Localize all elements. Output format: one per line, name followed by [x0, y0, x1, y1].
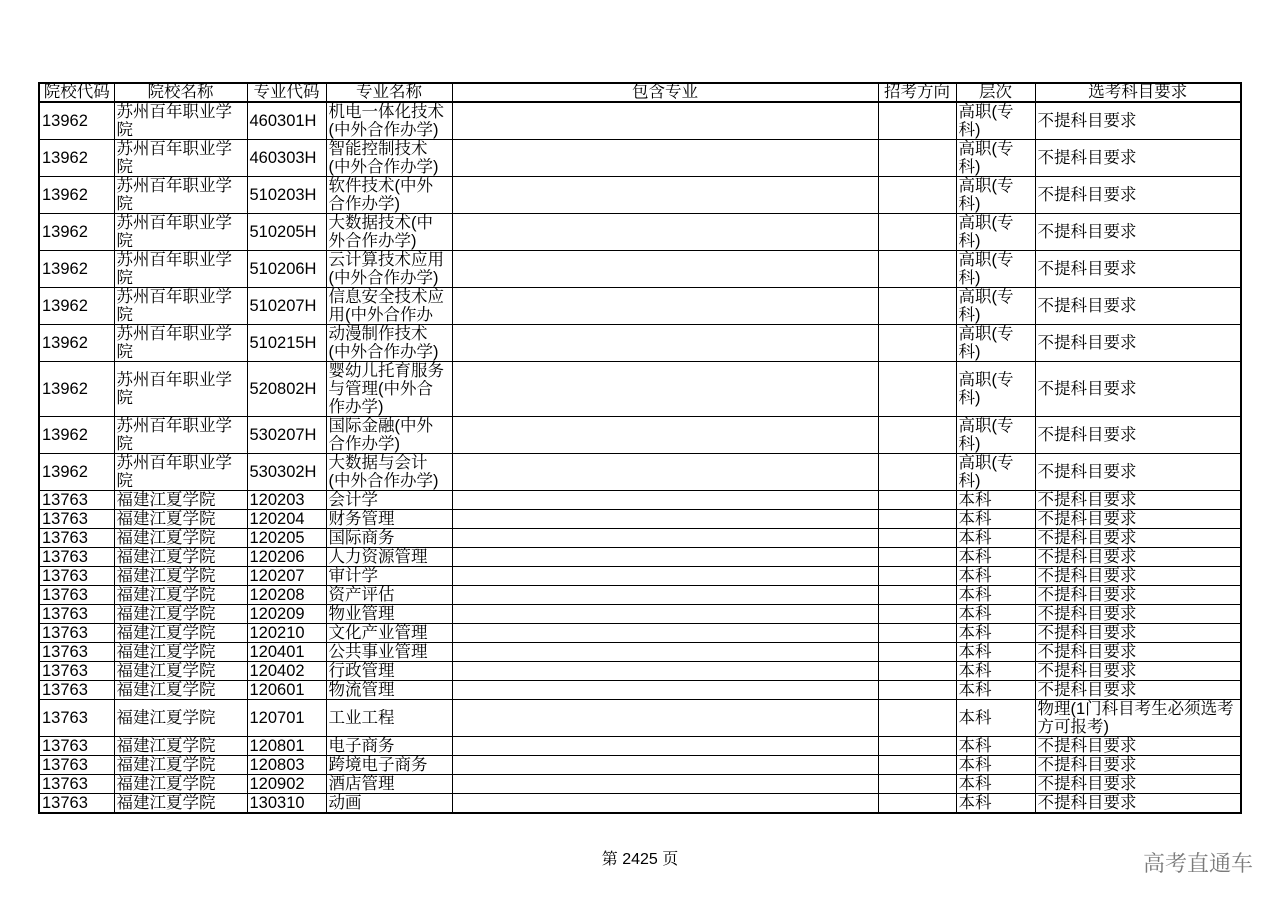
table-row	[39, 643, 1241, 662]
cell-school-code: 13763	[39, 737, 114, 756]
cell-subject-requirement: 不提科目要求	[1035, 567, 1241, 586]
cell-admission-direction	[878, 325, 956, 362]
cell-admission-direction	[878, 775, 956, 794]
cell-level: 高职(专科)	[956, 417, 1035, 454]
cell-included-majors	[452, 662, 878, 681]
cell-admission-direction	[878, 140, 956, 177]
cell-included-majors	[452, 325, 878, 362]
cell-major-name: 会计学	[326, 491, 452, 510]
cell-included-majors	[452, 251, 878, 288]
cell-included-majors	[452, 288, 878, 325]
cell-admission-direction	[878, 624, 956, 643]
cell-school-name: 福建江夏学院	[114, 491, 247, 510]
table-row	[39, 624, 1241, 643]
table-row	[39, 454, 1241, 491]
cell-subject-requirement: 不提科目要求	[1035, 454, 1241, 491]
cell-major-code: 530302H	[247, 454, 326, 491]
cell-included-majors	[452, 624, 878, 643]
table-row	[39, 214, 1241, 251]
cell-major-name: 财务管理	[326, 510, 452, 529]
cell-major-name: 动漫制作技术(中外合作办学)	[326, 325, 452, 362]
cell-included-majors	[452, 510, 878, 529]
header-admission-direction: 招考方向	[878, 83, 956, 102]
cell-school-name: 福建江夏学院	[114, 662, 247, 681]
cell-admission-direction	[878, 756, 956, 775]
cell-major-code: 120803	[247, 756, 326, 775]
cell-major-code: 120801	[247, 737, 326, 756]
cell-level: 本科	[956, 605, 1035, 624]
cell-included-majors	[452, 102, 878, 140]
cell-major-name: 文化产业管理	[326, 624, 452, 643]
cell-school-name: 苏州百年职业学院	[114, 102, 247, 140]
cell-major-name: 资产评估	[326, 586, 452, 605]
cell-major-code: 460301H	[247, 102, 326, 140]
cell-major-code: 120206	[247, 548, 326, 567]
cell-subject-requirement: 不提科目要求	[1035, 775, 1241, 794]
cell-subject-requirement: 不提科目要求	[1035, 362, 1241, 417]
cell-major-code: 120210	[247, 624, 326, 643]
cell-subject-requirement: 不提科目要求	[1035, 624, 1241, 643]
cell-admission-direction	[878, 362, 956, 417]
table-row	[39, 491, 1241, 510]
cell-school-code: 13763	[39, 529, 114, 548]
cell-included-majors	[452, 491, 878, 510]
cell-major-code: 120601	[247, 681, 326, 700]
cell-major-code: 120208	[247, 586, 326, 605]
cell-subject-requirement: 不提科目要求	[1035, 491, 1241, 510]
cell-admission-direction	[878, 737, 956, 756]
cell-major-name: 人力资源管理	[326, 548, 452, 567]
cell-level: 高职(专科)	[956, 288, 1035, 325]
cell-subject-requirement: 不提科目要求	[1035, 140, 1241, 177]
table-row	[39, 102, 1241, 140]
cell-school-code: 13962	[39, 417, 114, 454]
table-row	[39, 177, 1241, 214]
table-row	[39, 662, 1241, 681]
cell-level: 高职(专科)	[956, 454, 1035, 491]
cell-level: 高职(专科)	[956, 177, 1035, 214]
cell-level: 本科	[956, 737, 1035, 756]
cell-major-name: 大数据技术(中外合作办学)	[326, 214, 452, 251]
header-included-majors: 包含专业	[452, 83, 878, 102]
cell-major-code: 510215H	[247, 325, 326, 362]
cell-school-name: 苏州百年职业学院	[114, 177, 247, 214]
cell-included-majors	[452, 177, 878, 214]
cell-school-code: 13763	[39, 643, 114, 662]
cell-admission-direction	[878, 288, 956, 325]
cell-school-name: 福建江夏学院	[114, 548, 247, 567]
cell-school-name: 苏州百年职业学院	[114, 251, 247, 288]
cell-included-majors	[452, 794, 878, 814]
cell-subject-requirement: 不提科目要求	[1035, 510, 1241, 529]
cell-admission-direction	[878, 102, 956, 140]
cell-school-code: 13962	[39, 214, 114, 251]
cell-level: 高职(专科)	[956, 325, 1035, 362]
cell-subject-requirement: 不提科目要求	[1035, 681, 1241, 700]
cell-major-code: 120401	[247, 643, 326, 662]
cell-major-code: 130310	[247, 794, 326, 814]
cell-included-majors	[452, 567, 878, 586]
cell-major-name: 国际商务	[326, 529, 452, 548]
cell-major-name: 物业管理	[326, 605, 452, 624]
cell-school-code: 13962	[39, 288, 114, 325]
cell-level: 本科	[956, 567, 1035, 586]
cell-admission-direction	[878, 510, 956, 529]
cell-included-majors	[452, 643, 878, 662]
table-row	[39, 510, 1241, 529]
cell-subject-requirement: 不提科目要求	[1035, 586, 1241, 605]
cell-included-majors	[452, 362, 878, 417]
cell-subject-requirement: 不提科目要求	[1035, 643, 1241, 662]
cell-level: 本科	[956, 491, 1035, 510]
cell-major-code: 510205H	[247, 214, 326, 251]
cell-subject-requirement: 不提科目要求	[1035, 177, 1241, 214]
cell-included-majors	[452, 681, 878, 700]
table-row	[39, 288, 1241, 325]
cell-included-majors	[452, 756, 878, 775]
cell-school-code: 13962	[39, 362, 114, 417]
cell-major-name: 软件技术(中外合作办学)	[326, 177, 452, 214]
cell-school-name: 福建江夏学院	[114, 529, 247, 548]
cell-admission-direction	[878, 454, 956, 491]
cell-major-code: 510203H	[247, 177, 326, 214]
cell-school-code: 13763	[39, 491, 114, 510]
cell-major-name: 物流管理	[326, 681, 452, 700]
header-school-code: 院校代码	[39, 83, 114, 102]
cell-major-code: 120701	[247, 700, 326, 737]
table-row	[39, 417, 1241, 454]
cell-major-code: 120203	[247, 491, 326, 510]
cell-school-code: 13763	[39, 794, 114, 814]
cell-subject-requirement: 不提科目要求	[1035, 288, 1241, 325]
cell-admission-direction	[878, 662, 956, 681]
cell-major-name: 公共事业管理	[326, 643, 452, 662]
cell-major-name: 酒店管理	[326, 775, 452, 794]
cell-admission-direction	[878, 491, 956, 510]
cell-school-name: 苏州百年职业学院	[114, 214, 247, 251]
cell-admission-direction	[878, 700, 956, 737]
cell-included-majors	[452, 586, 878, 605]
cell-school-code: 13962	[39, 325, 114, 362]
cell-school-name: 福建江夏学院	[114, 624, 247, 643]
table-row	[39, 567, 1241, 586]
table-row	[39, 794, 1241, 814]
cell-level: 本科	[956, 548, 1035, 567]
cell-admission-direction	[878, 586, 956, 605]
cell-major-name: 婴幼儿托育服务与管理(中外合作办学)	[326, 362, 452, 417]
cell-subject-requirement: 不提科目要求	[1035, 794, 1241, 814]
cell-school-name: 福建江夏学院	[114, 510, 247, 529]
cell-major-name: 电子商务	[326, 737, 452, 756]
cell-level: 高职(专科)	[956, 251, 1035, 288]
cell-major-name: 智能控制技术(中外合作办学)	[326, 140, 452, 177]
page-number: 第 2425 页	[601, 851, 679, 868]
cell-level: 高职(专科)	[956, 214, 1035, 251]
cell-school-code: 13962	[39, 251, 114, 288]
cell-included-majors	[452, 605, 878, 624]
cell-included-majors	[452, 214, 878, 251]
cell-subject-requirement: 不提科目要求	[1035, 102, 1241, 140]
cell-level: 本科	[956, 756, 1035, 775]
cell-school-code: 13763	[39, 775, 114, 794]
cell-major-code: 120402	[247, 662, 326, 681]
cell-level: 高职(专科)	[956, 362, 1035, 417]
cell-level: 高职(专科)	[956, 140, 1035, 177]
cell-subject-requirement: 不提科目要求	[1035, 417, 1241, 454]
cell-school-name: 福建江夏学院	[114, 567, 247, 586]
table-row	[39, 605, 1241, 624]
cell-subject-requirement: 不提科目要求	[1035, 325, 1241, 362]
watermark-logo-text: 高考直通车	[1143, 851, 1254, 876]
cell-school-name: 苏州百年职业学院	[114, 454, 247, 491]
cell-included-majors	[452, 454, 878, 491]
cell-admission-direction	[878, 251, 956, 288]
cell-subject-requirement: 不提科目要求	[1035, 214, 1241, 251]
table-body	[39, 102, 1241, 813]
cell-subject-requirement: 不提科目要求	[1035, 251, 1241, 288]
cell-major-name: 行政管理	[326, 662, 452, 681]
cell-level: 本科	[956, 662, 1035, 681]
table-row	[39, 325, 1241, 362]
table-row	[39, 775, 1241, 794]
cell-admission-direction	[878, 681, 956, 700]
cell-major-name: 国际金融(中外合作办学)	[326, 417, 452, 454]
cell-major-name: 跨境电子商务	[326, 756, 452, 775]
cell-school-code: 13763	[39, 586, 114, 605]
header-school-name: 院校名称	[114, 83, 247, 102]
cell-subject-requirement: 不提科目要求	[1035, 662, 1241, 681]
cell-school-code: 13763	[39, 605, 114, 624]
cell-school-name: 福建江夏学院	[114, 643, 247, 662]
cell-included-majors	[452, 737, 878, 756]
cell-subject-requirement: 不提科目要求	[1035, 737, 1241, 756]
cell-included-majors	[452, 700, 878, 737]
cell-school-code: 13763	[39, 510, 114, 529]
cell-included-majors	[452, 775, 878, 794]
cell-school-name: 苏州百年职业学院	[114, 288, 247, 325]
cell-major-code: 460303H	[247, 140, 326, 177]
header-major-name: 专业名称	[326, 83, 452, 102]
table-row	[39, 140, 1241, 177]
cell-admission-direction	[878, 177, 956, 214]
cell-subject-requirement: 不提科目要求	[1035, 529, 1241, 548]
cell-school-name: 福建江夏学院	[114, 794, 247, 814]
cell-level: 本科	[956, 586, 1035, 605]
cell-major-name: 工业工程	[326, 700, 452, 737]
cell-level: 本科	[956, 794, 1035, 814]
table-row	[39, 529, 1241, 548]
cell-admission-direction	[878, 794, 956, 814]
cell-school-name: 苏州百年职业学院	[114, 140, 247, 177]
header-row	[39, 83, 1241, 102]
cell-included-majors	[452, 417, 878, 454]
cell-school-name: 福建江夏学院	[114, 605, 247, 624]
table-header	[39, 83, 1241, 102]
cell-school-code: 13763	[39, 548, 114, 567]
cell-school-code: 13763	[39, 662, 114, 681]
cell-major-name: 动画	[326, 794, 452, 814]
cell-included-majors	[452, 140, 878, 177]
cell-school-code: 13763	[39, 567, 114, 586]
cell-admission-direction	[878, 567, 956, 586]
cell-major-code: 120209	[247, 605, 326, 624]
cell-major-name: 信息安全技术应用(中外合作办	[326, 288, 452, 325]
admissions-table	[38, 82, 1242, 814]
cell-included-majors	[452, 548, 878, 567]
cell-admission-direction	[878, 417, 956, 454]
cell-admission-direction	[878, 529, 956, 548]
cell-school-name: 福建江夏学院	[114, 700, 247, 737]
table-row	[39, 681, 1241, 700]
cell-subject-requirement: 物理(1门科目考生必须选考方可报考)	[1035, 700, 1241, 737]
cell-school-name: 福建江夏学院	[114, 756, 247, 775]
cell-school-name: 福建江夏学院	[114, 737, 247, 756]
table-row	[39, 586, 1241, 605]
cell-school-code: 13763	[39, 700, 114, 737]
cell-subject-requirement: 不提科目要求	[1035, 605, 1241, 624]
cell-major-code: 530207H	[247, 417, 326, 454]
header-major-code: 专业代码	[247, 83, 326, 102]
cell-major-code: 520802H	[247, 362, 326, 417]
cell-subject-requirement: 不提科目要求	[1035, 756, 1241, 775]
cell-major-code: 120902	[247, 775, 326, 794]
table-row	[39, 548, 1241, 567]
header-level: 层次	[956, 83, 1035, 102]
cell-major-name: 机电一体化技术(中外合作办学)	[326, 102, 452, 140]
cell-level: 本科	[956, 643, 1035, 662]
cell-admission-direction	[878, 643, 956, 662]
cell-major-code: 120205	[247, 529, 326, 548]
cell-school-name: 苏州百年职业学院	[114, 325, 247, 362]
cell-level: 本科	[956, 700, 1035, 737]
table-row	[39, 362, 1241, 417]
cell-admission-direction	[878, 605, 956, 624]
table-row	[39, 700, 1241, 737]
cell-level: 本科	[956, 529, 1035, 548]
cell-admission-direction	[878, 548, 956, 567]
cell-school-name: 苏州百年职业学院	[114, 417, 247, 454]
cell-major-name: 云计算技术应用(中外合作办学)	[326, 251, 452, 288]
cell-school-code: 13962	[39, 102, 114, 140]
cell-major-code: 120204	[247, 510, 326, 529]
cell-level: 本科	[956, 510, 1035, 529]
cell-included-majors	[452, 529, 878, 548]
cell-subject-requirement: 不提科目要求	[1035, 548, 1241, 567]
cell-school-code: 13763	[39, 681, 114, 700]
cell-major-code: 510206H	[247, 251, 326, 288]
cell-level: 本科	[956, 624, 1035, 643]
cell-school-name: 福建江夏学院	[114, 586, 247, 605]
cell-school-name: 福建江夏学院	[114, 775, 247, 794]
table-row	[39, 737, 1241, 756]
cell-level: 本科	[956, 775, 1035, 794]
table-row	[39, 251, 1241, 288]
cell-major-name: 大数据与会计(中外合作办学)	[326, 454, 452, 491]
cell-school-code: 13763	[39, 756, 114, 775]
table-row	[39, 756, 1241, 775]
cell-admission-direction	[878, 214, 956, 251]
cell-major-code: 120207	[247, 567, 326, 586]
cell-school-code: 13962	[39, 177, 114, 214]
cell-major-code: 510207H	[247, 288, 326, 325]
header-subject-requirement: 选考科目要求	[1035, 83, 1241, 102]
cell-school-name: 苏州百年职业学院	[114, 362, 247, 417]
cell-school-name: 福建江夏学院	[114, 681, 247, 700]
cell-level: 高职(专科)	[956, 102, 1035, 140]
cell-school-code: 13962	[39, 454, 114, 491]
cell-school-code: 13763	[39, 624, 114, 643]
cell-school-code: 13962	[39, 140, 114, 177]
cell-level: 本科	[956, 681, 1035, 700]
cell-major-name: 审计学	[326, 567, 452, 586]
